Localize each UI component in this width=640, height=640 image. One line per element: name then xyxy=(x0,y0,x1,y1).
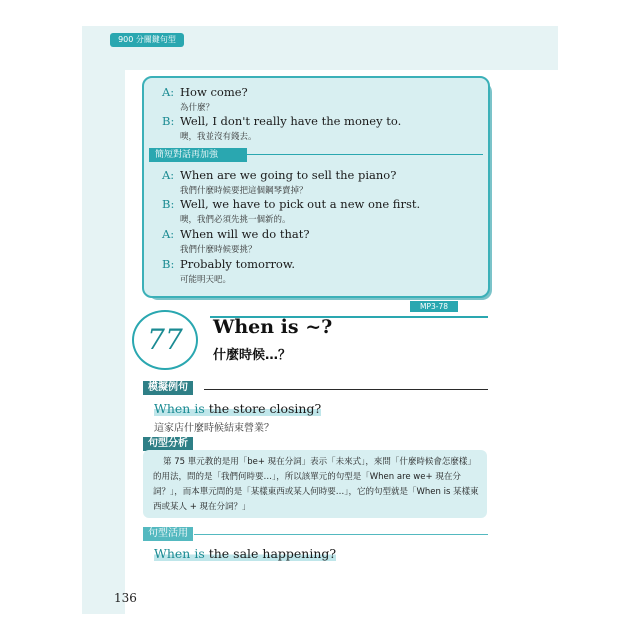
example-sentence-rest: the store closing? xyxy=(204,401,322,416)
unit-title-english: When is ~? xyxy=(213,316,333,338)
dialog-line xyxy=(162,197,420,211)
analysis-box xyxy=(143,450,487,518)
keyword-highlight: When is xyxy=(154,546,205,561)
dialog-english: When will we do that? xyxy=(180,227,310,241)
section-rule xyxy=(194,534,488,535)
subheading-rule xyxy=(247,154,483,155)
dialog-line xyxy=(162,114,401,128)
speaker-label: B: xyxy=(162,197,175,211)
dialog-subheading: 簡短對話再加強 xyxy=(149,148,247,162)
example-sentence xyxy=(154,401,321,416)
section-rule xyxy=(204,389,488,390)
dialog-english: Well, we have to pick out a new one first. xyxy=(180,197,421,211)
dialog-line xyxy=(162,168,396,182)
speaker-label: B: xyxy=(162,257,175,271)
unit-number-circle: 77 xyxy=(132,310,198,370)
page-number: 136 xyxy=(114,591,137,605)
usage-sentence-rest: the sale happening? xyxy=(204,546,337,561)
section-label-analysis: 句型分析 xyxy=(143,437,193,451)
speaker-label: A: xyxy=(162,227,175,241)
dialog-chinese: 噢，我並沒有錢去。 xyxy=(180,132,257,142)
dialog-chinese: 可能明天吧。 xyxy=(180,275,232,285)
keyword-highlight: When is xyxy=(154,401,205,416)
speaker-label: A: xyxy=(162,168,175,182)
speaker-label: B: xyxy=(162,114,175,128)
dialog-english: How come? xyxy=(180,85,248,99)
analysis-text: 第 75 單元教的是用「be+ 現在分詞」表示「未來式」，來問「什麼時候會怎麼樣」的用法，問的是「我們何時要…」，所以該單元的句型是「When are we+ 現在分詞？」，而本單元問的是「某樣東西或某人何時要…」，它的句型就是「When is 某樣東西或某人 + 現在分詞？」 xyxy=(153,457,479,512)
book-series-badge: 900 分關鍵句型 xyxy=(110,33,184,47)
unit-title-chinese: 什麼時候…？ xyxy=(213,348,292,363)
dialog-chinese: 噢，我們必須先挑一個新的。 xyxy=(180,215,291,225)
dialog-line xyxy=(162,227,310,241)
example-translation: 這家店什麼時候結束營業？ xyxy=(154,423,274,434)
speaker-label: A: xyxy=(162,85,175,99)
dialog-english: Well, I don't really have the money to. xyxy=(180,114,402,128)
dialog-english: When are we going to sell the piano? xyxy=(180,168,397,182)
dialog-chinese: 我們什麼時候要把這個鋼琴賣掉？ xyxy=(180,186,308,196)
dialog-chinese: 為什麼？ xyxy=(180,103,215,113)
section-label-example: 模擬例句 xyxy=(143,381,193,395)
section-label-usage: 句型活用 xyxy=(143,527,193,541)
audio-track-badge[interactable]: MP3-78 xyxy=(410,301,458,312)
dialog-chinese: 我們什麼時候要挑？ xyxy=(180,245,257,255)
usage-sentence xyxy=(154,546,336,561)
dialog-line xyxy=(162,85,248,99)
dialog-english: Probably tomorrow. xyxy=(180,257,295,271)
dialog-line xyxy=(162,257,295,271)
